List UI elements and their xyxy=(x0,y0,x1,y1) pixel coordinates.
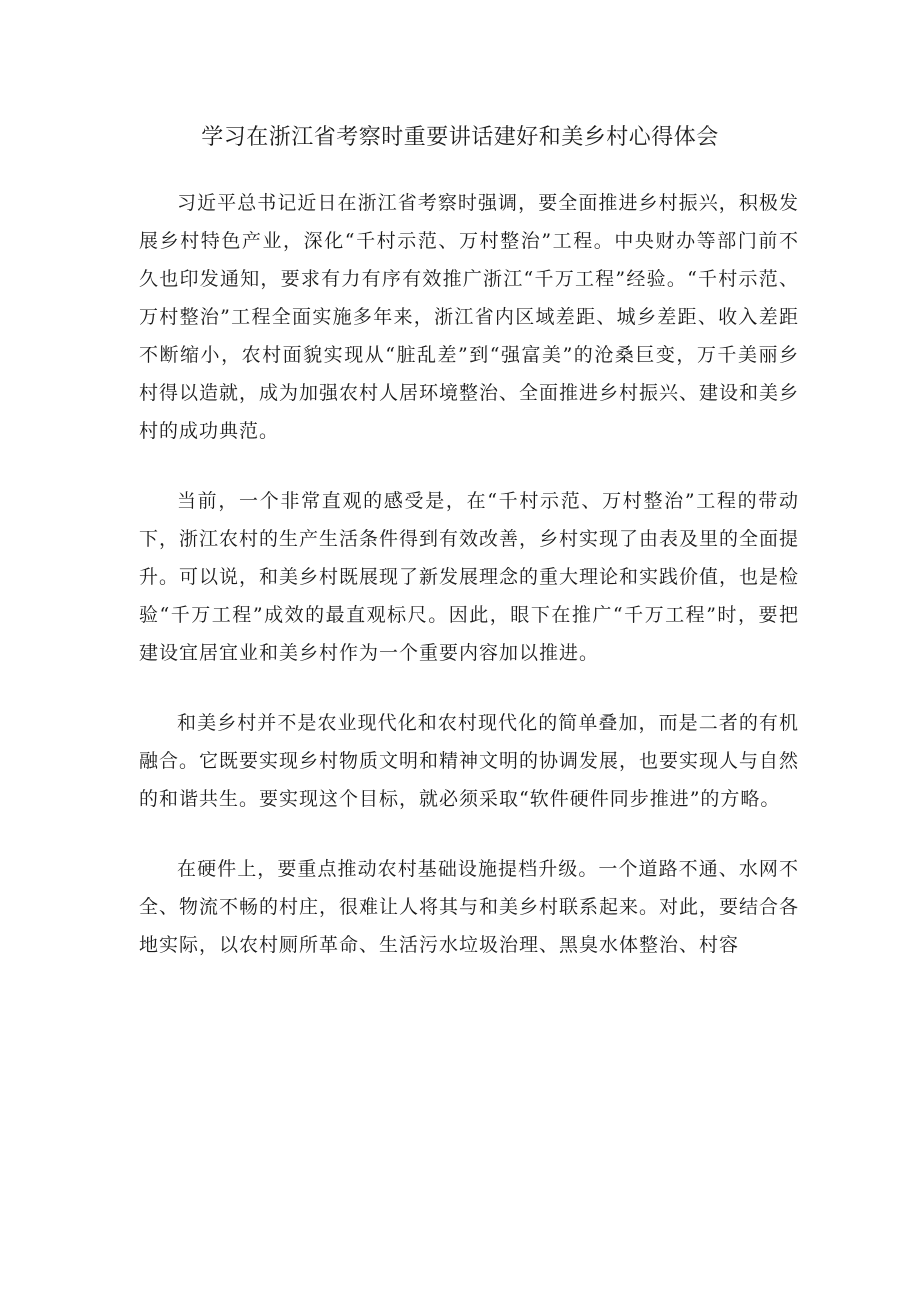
paragraph-4: 在硬件上，要重点推动农村基础设施提档升级。一个道路不通、水网不全、物流不畅的村庄，很难让人将其与和美乡村联系起来。对此，要结合各地实际，以农村厕所革命、生活污水垃圾治理、黑臭水体整治、村容 xyxy=(139,858,800,956)
paragraph-3: 和美乡村并不是农业现代化和农村现代化的简单叠加，而是二者的有机融合。它既要实现乡村物质文明和精神文明的协调发展，也要实现人与自然的和谐共生。要实现这个目标，就必须采取“软件硬件同步推进”的方略。 xyxy=(139,712,800,810)
paragraph-2: 当前，一个非常直观的感受是，在“千村示范、万村整治”工程的带动下，浙江农村的生产生活条件得到有效改善，乡村实现了由表及里的全面提升。可以说，和美乡村既展现了新发展理念的重大理论和实践价值，也是检验“千万工程”成效的最直观标尺。因此，眼下在推广“千万工程”时，要把建设宜居宜业和美乡村作为一个重要内容加以推进。 xyxy=(139,490,800,664)
paragraph-1: 习近平总书记近日在浙江省考察时强调，要全面推进乡村振兴，积极发展乡村特色产业，深化“千村示范、万村整治”工程。中央财办等部门前不久也印发通知，要求有力有序有效推广浙江“千万工程”经验。“千村示范、万村整治”工程全面实施多年来，浙江省内区域差距、城乡差距、收入差距不断缩小，农村面貌实现从“脏乱差”到“强富美”的沧桑巨变，万千美丽乡村得以造就，成为加强农村人居环境整治、全面推进乡村振兴、建设和美乡村的成功典范。 xyxy=(139,192,800,442)
document-title: 学习在浙江省考察时重要讲话建好和美乡村心得体会 xyxy=(201,125,719,150)
document-body xyxy=(139,184,799,996)
